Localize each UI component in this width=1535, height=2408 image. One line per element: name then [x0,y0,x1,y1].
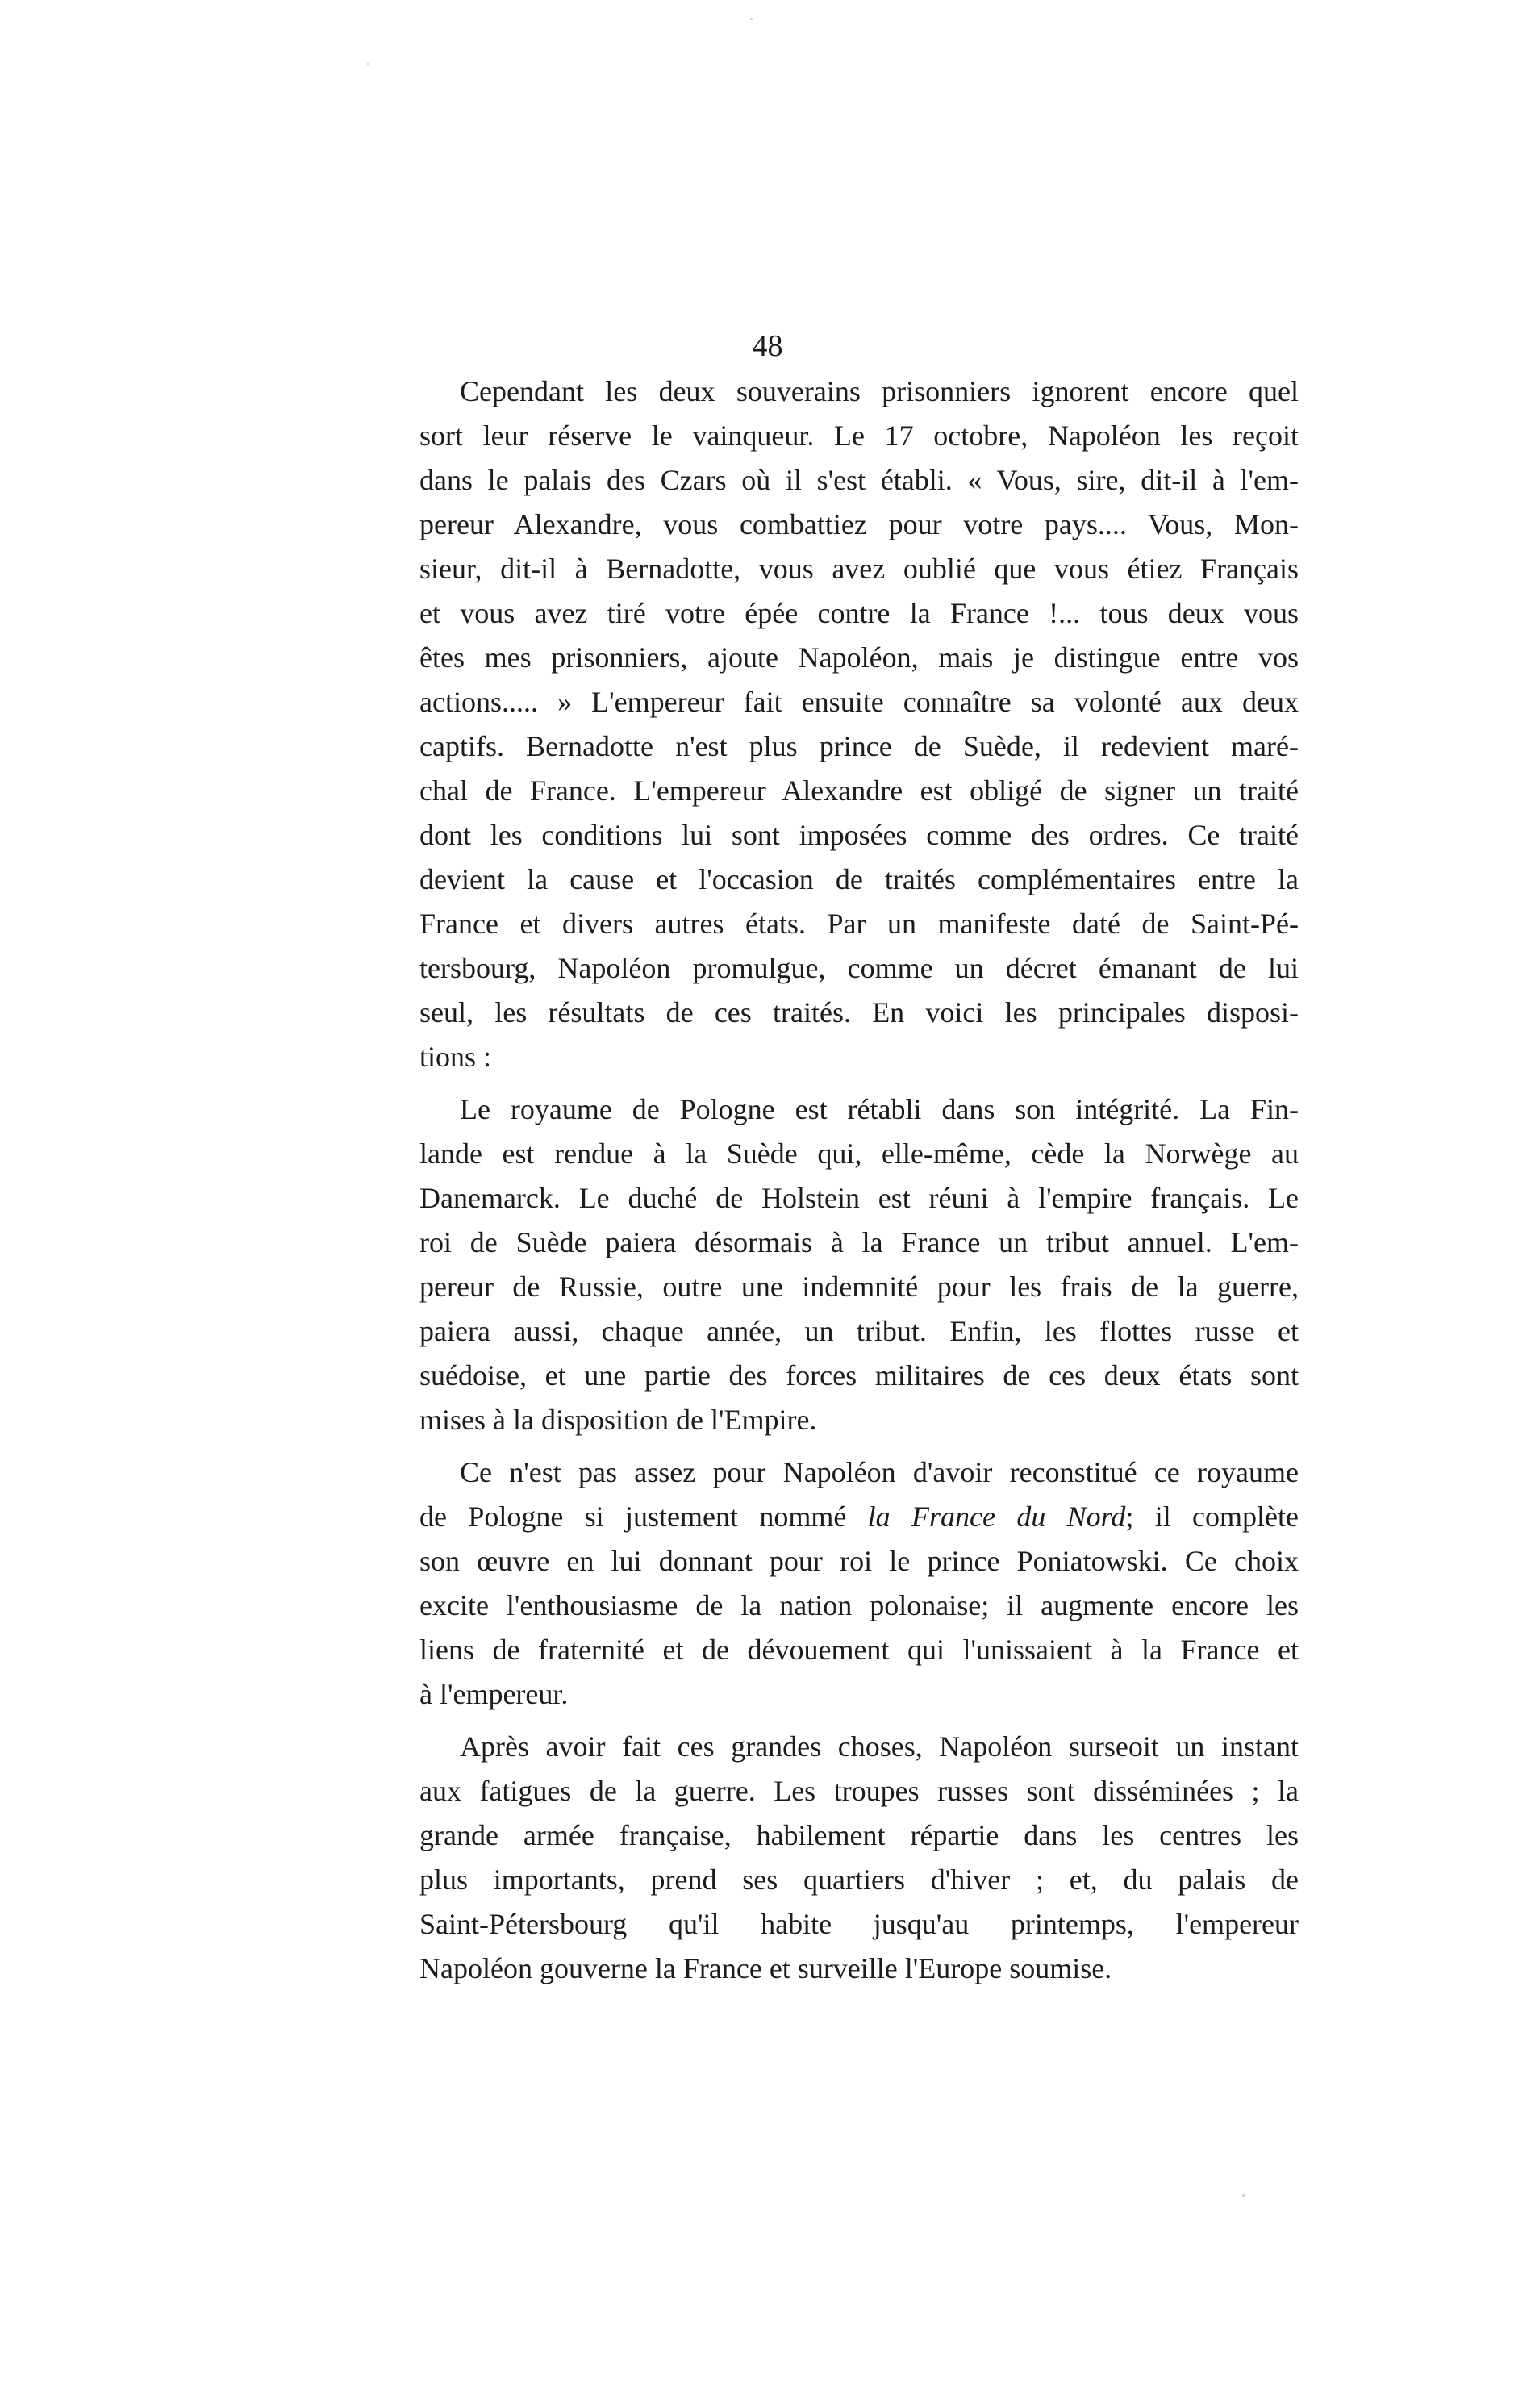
paragraph-3 [419,1450,1299,1717]
text-line: sort leur réserve le vainqueur. Le 17 octobre, Napoléon les reçoit [419,419,1299,452]
text-line: à l'empereur. [419,1678,569,1710]
text-line: lande est rendue à la Suède qui, elle-même, cède la Norwège au [419,1137,1299,1170]
paper-speck [750,18,753,20]
text-line: Ce n'est pas assez pour Napoléon d'avoir reconstitué ce royaume [460,1456,1299,1488]
text-line: Le royaume de Pologne est rétabli dans son intégrité. La Fin- [460,1093,1299,1125]
text-line: Danemarck. Le duché de Holstein est réuni à l'empire français. Le [419,1182,1299,1214]
text-line: France et divers autres états. Par un manifeste daté de Saint-Pé- [419,908,1299,940]
text-line: actions..... » L'empereur fait ensuite connaître sa volonté aux deux [419,686,1299,718]
text-line: chal de France. L'empereur Alexandre est obligé de signer un traité [419,774,1299,807]
text-line: Saint-Pétersbourg qu'il habite jusqu'au printemps, l'empereur [419,1908,1299,1940]
paragraph-2 [419,1087,1299,1442]
text-line: seul, les résultats de ces traités. En voici les principales disposi- [419,996,1299,1029]
text-line: dans le palais des Czars où il s'est établi. « Vous, sire, dit-il à l'em- [419,464,1299,496]
page-number: 48 [752,329,783,363]
text-line: mises à la disposition de l'Empire. [419,1404,817,1436]
text-line: grande armée française, habilement répartie dans les centres les [419,1819,1299,1851]
text-line: tions : [419,1041,492,1073]
text-line: liens de fraternité et de dévouement qui l'unissaient à la France et [419,1634,1299,1666]
text-line: aux fatigues de la guerre. Les troupes russes sont disséminées ; la [419,1775,1299,1807]
text-line: Après avoir fait ces grandes choses, Napoléon surseoit un instant [460,1730,1299,1763]
text-line: plus importants, prend ses quartiers d'hiver ; et, du palais de [419,1863,1299,1896]
text-line: Napoléon gouverne la France et surveille l'Europe soumise. [419,1952,1112,1984]
text-line: son œuvre en lui donnant pour roi le prince Poniatowski. Ce choix [419,1545,1299,1577]
text-line: sieur, dit-il à Bernadotte, vous avez oublié que vous étiez Français [419,553,1299,585]
text-line: captifs. Bernadotte n'est plus prince de Suède, il redevient maré- [419,730,1299,762]
text-run: ; il complète [1125,1500,1299,1533]
text-line: suédoise, et une partie des forces militaires de ces deux états sont [419,1359,1299,1392]
text-line: pereur Alexandre, vous combattiez pour votre pays.... Vous, Mon- [419,508,1299,540]
text-line: et vous avez tiré votre épée contre la France !... tous deux vous [419,597,1299,629]
text-line: êtes mes prisonniers, ajoute Napoléon, mais je distingue entre vos [419,641,1299,674]
paper-speck [1242,2194,1245,2197]
text-line: dont les conditions lui sont imposées comme des ordres. Ce traité [419,819,1299,851]
paragraph-1 [419,369,1299,1079]
text-line: devient la cause et l'occasion de traités complémentaires entre la [419,863,1299,895]
text-line: roi de Suède paiera désormais à la France un tribut annuel. L'em- [419,1226,1299,1258]
text-line: tersbourg, Napoléon promulgue, comme un décret émanant de lui [419,952,1299,984]
text-run: de Pologne si justement nommé [419,1500,868,1533]
paragraph-4 [419,1725,1299,1991]
text-line: pereur de Russie, outre une indemnité pour les frais de la guerre, [419,1271,1299,1303]
text-line: Cependant les deux souverains prisonniers ignorent encore quel [460,375,1299,407]
text-line: paiera aussi, chaque année, un tribut. Enfin, les flottes russe et [419,1315,1299,1347]
body-text [419,369,1299,1991]
text-line: excite l'enthousiasme de la nation polonaise; il augmente encore les [419,1589,1299,1621]
text-line-with-italic [419,1495,1299,1539]
paper-speck [367,63,369,65]
italic-phrase: la France du Nord [867,1500,1126,1533]
